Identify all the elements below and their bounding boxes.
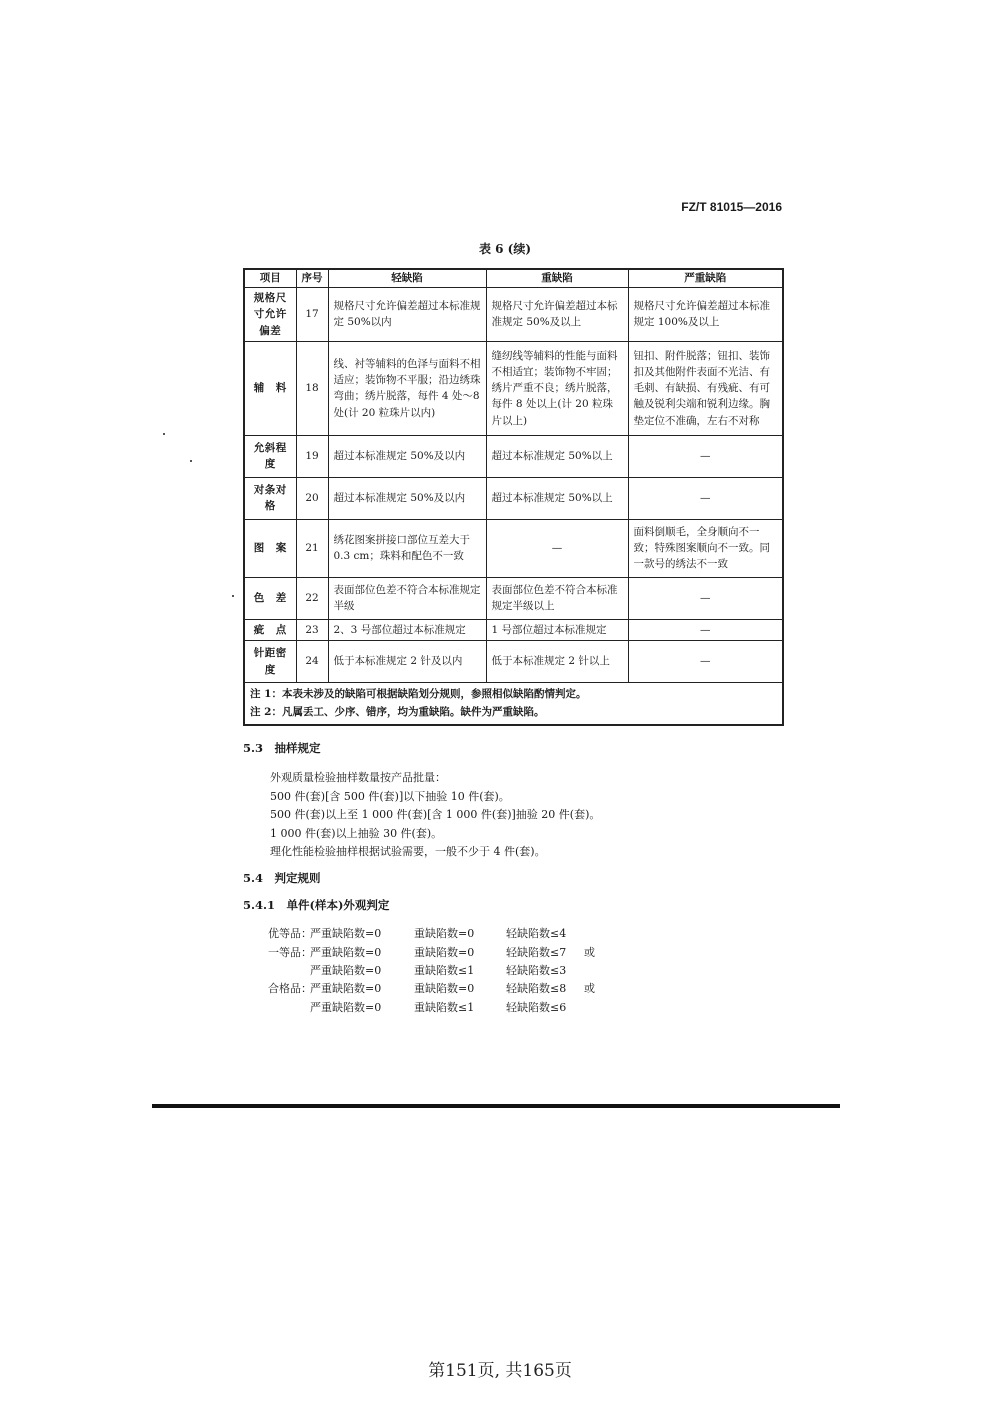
row-item: 规格尺寸允许偏差 <box>244 288 296 342</box>
table-title: 表 6 (续) <box>478 242 532 256</box>
row-number: 17 <box>296 288 328 342</box>
row-item: 对条对格 <box>244 477 296 519</box>
row-number: 22 <box>296 577 328 619</box>
row-minor: 2、3 号部位超过本标准规定 <box>328 619 486 640</box>
row-major: 低于本标准规定 2 针以上 <box>486 641 628 683</box>
row-minor: 超过本标准规定 50%及以内 <box>328 477 486 519</box>
scan-speck <box>190 460 192 462</box>
row-severe: — <box>628 477 783 519</box>
row-major: 缝纫线等辅料的性能与面料不相适宜；装饰物不牢固；绣片严重不良；绣片脱落，每件 8 处以上(计 20 粒珠片以上) <box>486 341 628 435</box>
grade-minor: 轻缺陷数≤6 <box>506 1001 567 1014</box>
row-severe: — <box>628 619 783 640</box>
sampling-line: 1 000 件(套)以上抽验 30 件(套)。 <box>270 827 443 840</box>
table-notes <box>244 683 783 725</box>
section-5-4-heading: 5.4 判定规则 <box>243 871 321 885</box>
table-row <box>244 435 783 477</box>
row-item: 疵 点 <box>244 619 296 640</box>
row-minor: 低于本标准规定 2 针及以内 <box>328 641 486 683</box>
grade-major: 重缺陷数=0 <box>414 946 475 959</box>
table-row <box>244 619 783 640</box>
row-item: 针距密度 <box>244 641 296 683</box>
grade-major: 重缺陷数=0 <box>414 927 475 940</box>
row-item: 色 差 <box>244 577 296 619</box>
row-number: 18 <box>296 341 328 435</box>
grade-minor: 轻缺陷数≤8 <box>506 982 567 995</box>
table-note-2: 注 2：凡属丢工、少序、错序，均为重缺陷。缺件为严重缺陷。 <box>250 706 545 719</box>
grade-minor: 轻缺陷数≤4 <box>506 927 567 940</box>
row-severe: — <box>628 435 783 477</box>
page-bottom-rule <box>152 1104 840 1108</box>
table-row <box>244 477 783 519</box>
scan-speck <box>232 595 234 597</box>
grade-conjunction: 或 <box>584 982 595 995</box>
grade-label: 合格品： <box>268 982 312 995</box>
row-number: 20 <box>296 477 328 519</box>
grade-severe: 严重缺陷数=0 <box>310 982 382 995</box>
grade-major: 重缺陷数=0 <box>414 982 475 995</box>
row-number: 21 <box>296 519 328 577</box>
row-item: 图 案 <box>244 519 296 577</box>
grade-label: 一等品： <box>268 946 312 959</box>
table-notes-row <box>244 683 783 725</box>
table-row <box>244 577 783 619</box>
row-major: — <box>486 519 628 577</box>
grade-severe: 严重缺陷数=0 <box>310 1001 382 1014</box>
page-indicator: 第151页, 共165页 <box>428 1361 572 1381</box>
grade-major: 重缺陷数≤1 <box>414 1001 475 1014</box>
row-minor: 超过本标准规定 50%及以内 <box>328 435 486 477</box>
section-5-4-1-heading: 5.4.1 单件(样本)外观判定 <box>243 898 390 912</box>
table-row <box>244 641 783 683</box>
grade-severe: 严重缺陷数=0 <box>310 946 382 959</box>
grade-label: 优等品： <box>268 927 312 940</box>
row-minor: 线、衬等辅料的色泽与面料不相适应；装饰物不平服；沿边绣珠弯曲；绣片脱落，每件 4 处～8 处(计 20 粒珠片以内) <box>328 341 486 435</box>
table-row <box>244 288 783 342</box>
row-major: 规格尺寸允许偏差超过本标准规定 50%及以上 <box>486 288 628 342</box>
sampling-line: 外观质量检验抽样数量按产品批量： <box>270 771 446 784</box>
table-header-row <box>244 269 783 288</box>
header-major-defect: 重缺陷 <box>486 269 628 288</box>
section-5-3-heading: 5.3 抽样规定 <box>243 741 321 755</box>
row-severe: — <box>628 641 783 683</box>
grade-severe: 严重缺陷数=0 <box>310 964 382 977</box>
row-major: 表面部位色差不符合本标准规定半级以上 <box>486 577 628 619</box>
row-number: 24 <box>296 641 328 683</box>
row-severe: 面料倒顺毛，全身顺向不一致；特殊图案顺向不一致。同一款号的绣法不一致 <box>628 519 783 577</box>
row-item: 允斜程度 <box>244 435 296 477</box>
sampling-line: 理化性能检验抽样根据试验需要，一般不少于 4 件(套)。 <box>270 845 546 858</box>
row-minor: 表面部位色差不符合本标准规定半级 <box>328 577 486 619</box>
row-major: 超过本标准规定 50%以上 <box>486 477 628 519</box>
row-severe: — <box>628 577 783 619</box>
table-row <box>244 341 783 435</box>
row-number: 23 <box>296 619 328 640</box>
header-severe-defect: 严重缺陷 <box>628 269 783 288</box>
table-note-1: 注 1：本表未涉及的缺陷可根据缺陷划分规则，参照相似缺陷酌情判定。 <box>250 688 587 701</box>
grade-severe: 严重缺陷数=0 <box>310 927 382 940</box>
table-row <box>244 519 783 577</box>
grade-conjunction: 或 <box>584 946 595 959</box>
header-minor-defect: 轻缺陷 <box>328 269 486 288</box>
sampling-line: 500 件(套)[含 500 件(套)]以下抽验 10 件(套)。 <box>270 790 510 803</box>
row-severe: 规格尺寸允许偏差超过本标准规定 100%及以上 <box>628 288 783 342</box>
sampling-line: 500 件(套)以上至 1 000 件(套)[含 1 000 件(套)]抽验 20 件(套)。 <box>270 808 601 821</box>
header-item: 项目 <box>244 269 296 288</box>
scan-speck <box>163 433 165 435</box>
row-major: 1 号部位超过本标准规定 <box>486 619 628 640</box>
row-severe: 钮扣、附件脱落；钮扣、装饰扣及其他附件表面不光洁、有毛刺、有缺损、有残疵、有可触及锐利尖端和锐利边缘。胸垫定位不准确，左右不对称 <box>628 341 783 435</box>
grade-minor: 轻缺陷数≤3 <box>506 964 567 977</box>
row-number: 19 <box>296 435 328 477</box>
defect-classification-table <box>243 268 784 726</box>
grade-major: 重缺陷数≤1 <box>414 964 475 977</box>
header-number: 序号 <box>296 269 328 288</box>
row-minor: 规格尺寸允许偏差超过本标准规定 50%以内 <box>328 288 486 342</box>
standard-code: FZ/T 81015—2016 <box>681 200 782 214</box>
row-major: 超过本标准规定 50%以上 <box>486 435 628 477</box>
grade-minor: 轻缺陷数≤7 <box>506 946 567 959</box>
row-item: 辅 料 <box>244 341 296 435</box>
row-minor: 绣花图案拼接口部位互差大于 0.3 cm；珠料和配色不一致 <box>328 519 486 577</box>
